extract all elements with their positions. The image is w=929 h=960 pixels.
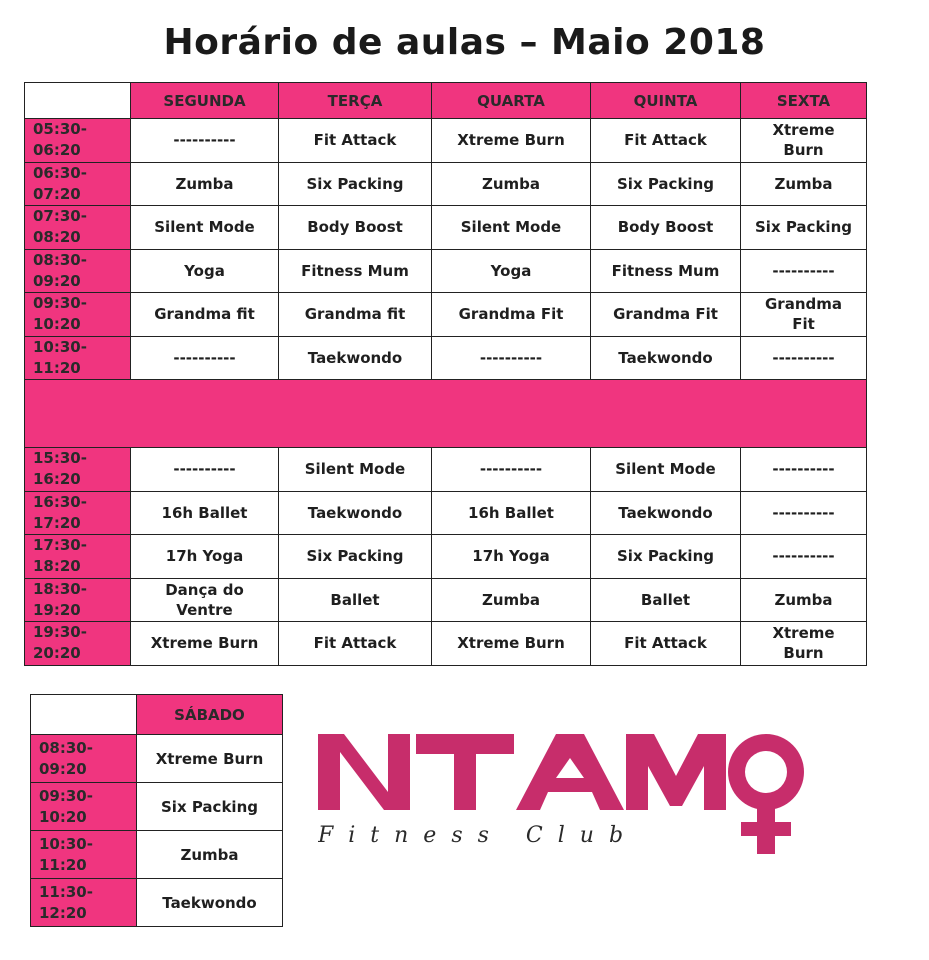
schedule-row — [25, 448, 867, 492]
schedule-row — [25, 293, 867, 337]
class-cell: ---------- — [741, 336, 867, 380]
schedule-row — [25, 622, 867, 666]
day-header: TERÇA — [279, 83, 432, 119]
class-cell: Xtreme Burn — [137, 735, 283, 783]
class-cell: Yoga — [432, 249, 591, 293]
saturday-row — [31, 831, 283, 879]
class-cell: Ballet — [279, 578, 432, 622]
class-cell: Fitness Mum — [591, 249, 741, 293]
schedule-row — [25, 578, 867, 622]
class-cell: Taekwondo — [137, 879, 283, 927]
midday-break-row — [25, 380, 867, 448]
corner-cell — [31, 695, 137, 735]
class-cell: 16h Ballet — [432, 491, 591, 535]
time-slot: 06:30- 07:20 — [25, 162, 131, 206]
schedule-row — [25, 162, 867, 206]
time-slot: 09:30- 10:20 — [25, 293, 131, 337]
class-cell: Body Boost — [591, 206, 741, 250]
class-cell: ---------- — [741, 448, 867, 492]
class-cell: Zumba — [432, 578, 591, 622]
class-cell: Six Packing — [279, 162, 432, 206]
time-slot: 10:30- 11:20 — [31, 831, 137, 879]
class-cell: Zumba — [741, 578, 867, 622]
class-cell: Dança do Ventre — [131, 578, 279, 622]
class-cell: ---------- — [131, 336, 279, 380]
class-cell: Silent Mode — [279, 448, 432, 492]
class-cell: Grandma fit — [279, 293, 432, 337]
class-cell: 16h Ballet — [131, 491, 279, 535]
saturday-row — [31, 879, 283, 927]
saturday-row — [31, 783, 283, 831]
class-cell: ---------- — [741, 249, 867, 293]
class-cell: Six Packing — [279, 535, 432, 579]
class-cell: Grandma Fit — [432, 293, 591, 337]
class-cell: Silent Mode — [131, 206, 279, 250]
ntamo-logo — [318, 722, 828, 862]
day-header: QUINTA — [591, 83, 741, 119]
class-cell: ---------- — [741, 535, 867, 579]
schedule-row — [25, 336, 867, 380]
class-cell: Xtreme Burn — [432, 622, 591, 666]
day-header: SÁBADO — [137, 695, 283, 735]
schedule-row — [25, 491, 867, 535]
class-cell: Fit Attack — [279, 119, 432, 163]
class-cell: Six Packing — [741, 206, 867, 250]
class-cell: Fit Attack — [279, 622, 432, 666]
time-slot: 05:30- 06:20 — [25, 119, 131, 163]
class-cell: Fitness Mum — [279, 249, 432, 293]
class-cell: Ballet — [591, 578, 741, 622]
class-cell: Taekwondo — [279, 336, 432, 380]
time-slot: 07:30- 08:20 — [25, 206, 131, 250]
saturday-header-row — [31, 695, 283, 735]
day-header: SEXTA — [741, 83, 867, 119]
time-slot: 16:30- 17:20 — [25, 491, 131, 535]
class-cell: Fit Attack — [591, 622, 741, 666]
time-slot: 11:30- 12:20 — [31, 879, 137, 927]
schedule-row — [25, 249, 867, 293]
time-slot: 19:30- 20:20 — [25, 622, 131, 666]
time-slot: 18:30- 19:20 — [25, 578, 131, 622]
logo-tagline: Fitness Club — [318, 823, 639, 848]
class-cell: Zumba — [432, 162, 591, 206]
class-cell: Grandma fit — [131, 293, 279, 337]
class-cell: Body Boost — [279, 206, 432, 250]
class-cell: Yoga — [131, 249, 279, 293]
class-cell: Silent Mode — [591, 448, 741, 492]
class-cell: ---------- — [131, 448, 279, 492]
class-cell: ---------- — [432, 448, 591, 492]
class-cell: Six Packing — [591, 535, 741, 579]
class-cell: Zumba — [137, 831, 283, 879]
corner-cell — [25, 83, 131, 119]
class-cell: Taekwondo — [279, 491, 432, 535]
class-cell: Taekwondo — [591, 336, 741, 380]
time-slot: 17:30- 18:20 — [25, 535, 131, 579]
time-slot: 08:30- 09:20 — [31, 735, 137, 783]
time-slot: 15:30- 16:20 — [25, 448, 131, 492]
class-cell: Six Packing — [591, 162, 741, 206]
saturday-schedule-table — [30, 694, 283, 927]
class-cell: Xtreme Burn — [741, 622, 867, 666]
class-cell: Silent Mode — [432, 206, 591, 250]
class-cell: Fit Attack — [591, 119, 741, 163]
class-cell: Six Packing — [137, 783, 283, 831]
class-cell: 17h Yoga — [131, 535, 279, 579]
class-cell: ---------- — [131, 119, 279, 163]
class-cell: Grandma Fit — [591, 293, 741, 337]
schedule-row — [25, 535, 867, 579]
time-slot: 08:30- 09:20 — [25, 249, 131, 293]
day-header: SEGUNDA — [131, 83, 279, 119]
time-slot: 09:30- 10:20 — [31, 783, 137, 831]
class-cell: Taekwondo — [591, 491, 741, 535]
schedule-row — [25, 206, 867, 250]
class-cell: ---------- — [741, 491, 867, 535]
class-cell: Grandma Fit — [741, 293, 867, 337]
header-row — [25, 83, 867, 119]
day-header: QUARTA — [432, 83, 591, 119]
weekday-schedule-table — [24, 82, 867, 666]
page-title: Horário de aulas – Maio 2018 — [163, 22, 766, 63]
class-cell: Zumba — [741, 162, 867, 206]
class-cell: Zumba — [131, 162, 279, 206]
class-cell: ---------- — [432, 336, 591, 380]
midday-break-band — [25, 380, 867, 448]
class-cell: Xtreme Burn — [432, 119, 591, 163]
time-slot: 10:30- 11:20 — [25, 336, 131, 380]
schedule-row — [25, 119, 867, 163]
class-cell: Xtreme Burn — [131, 622, 279, 666]
saturday-row — [31, 735, 283, 783]
class-cell: Xtreme Burn — [741, 119, 867, 163]
class-cell: 17h Yoga — [432, 535, 591, 579]
